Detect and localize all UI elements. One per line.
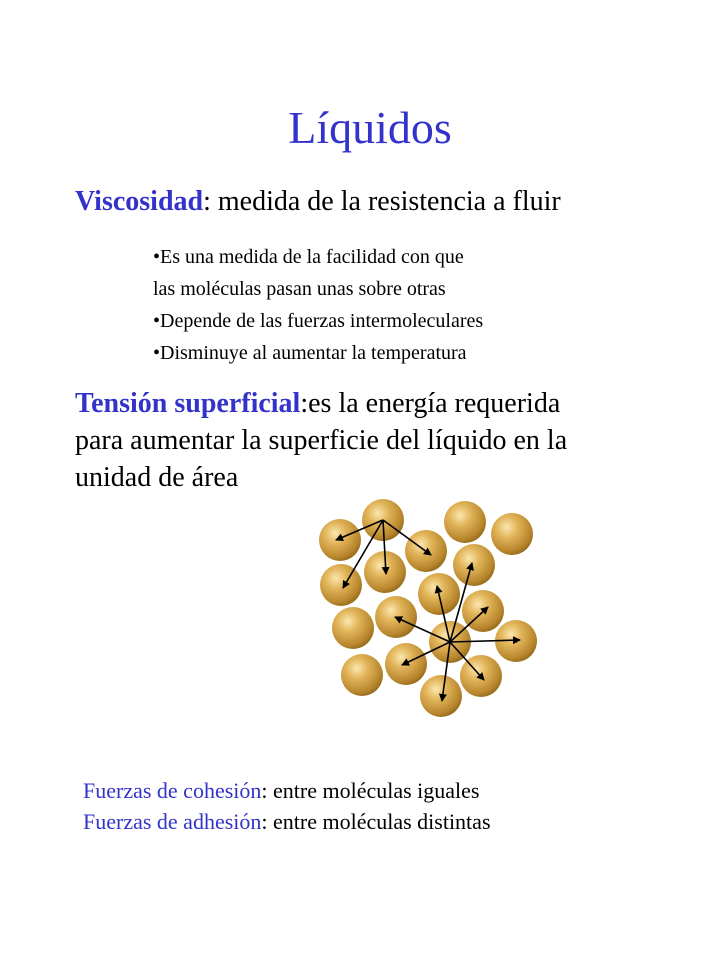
tension-line	[75, 385, 675, 422]
bullet-line: •Es una medida de la facilidad con que	[153, 246, 464, 268]
adhesion-forces-line	[83, 806, 491, 837]
tension-line-text: :es la energía requerida	[300, 388, 561, 419]
viscosity-definition	[75, 182, 561, 222]
tension-line: para aumentar la superficie del líquido en la	[75, 425, 568, 456]
cohesion-forces-line	[83, 775, 491, 806]
viscosity-term: Viscosidad	[75, 186, 204, 217]
bullet-line: •Disminuye al aumentar la temperatura	[153, 342, 467, 364]
molecule	[341, 654, 383, 696]
molecule-group	[319, 499, 537, 717]
surface-tension-definition	[75, 385, 675, 496]
adhesion-term: Fuerzas de adhesión	[83, 809, 262, 834]
adhesion-description: : entre moléculas distintas	[261, 809, 491, 834]
cohesion-description: : entre moléculas iguales	[261, 778, 480, 803]
molecule	[491, 513, 533, 555]
forces-definitions	[83, 775, 491, 837]
molecule	[385, 643, 427, 685]
molecules-diagram	[310, 490, 550, 730]
cohesion-term: Fuerzas de cohesión	[83, 778, 262, 803]
molecule	[332, 607, 374, 649]
molecule	[320, 564, 362, 606]
molecule	[453, 544, 495, 586]
tension-line: unidad de área	[75, 462, 239, 493]
viscosity-bullet-list	[153, 241, 483, 369]
bullet-line: •Depende de las fuerzas intermoleculares	[153, 310, 484, 332]
surface-tension-term: Tensión superficial	[75, 388, 301, 419]
bullet-line: las moléculas pasan unas sobre otras	[153, 278, 446, 300]
molecule	[420, 675, 462, 717]
page-title: Líquidos	[288, 102, 452, 153]
viscosity-description: : medida de la resistencia a fluir	[203, 186, 561, 217]
molecule	[444, 501, 486, 543]
molecule	[319, 519, 361, 561]
